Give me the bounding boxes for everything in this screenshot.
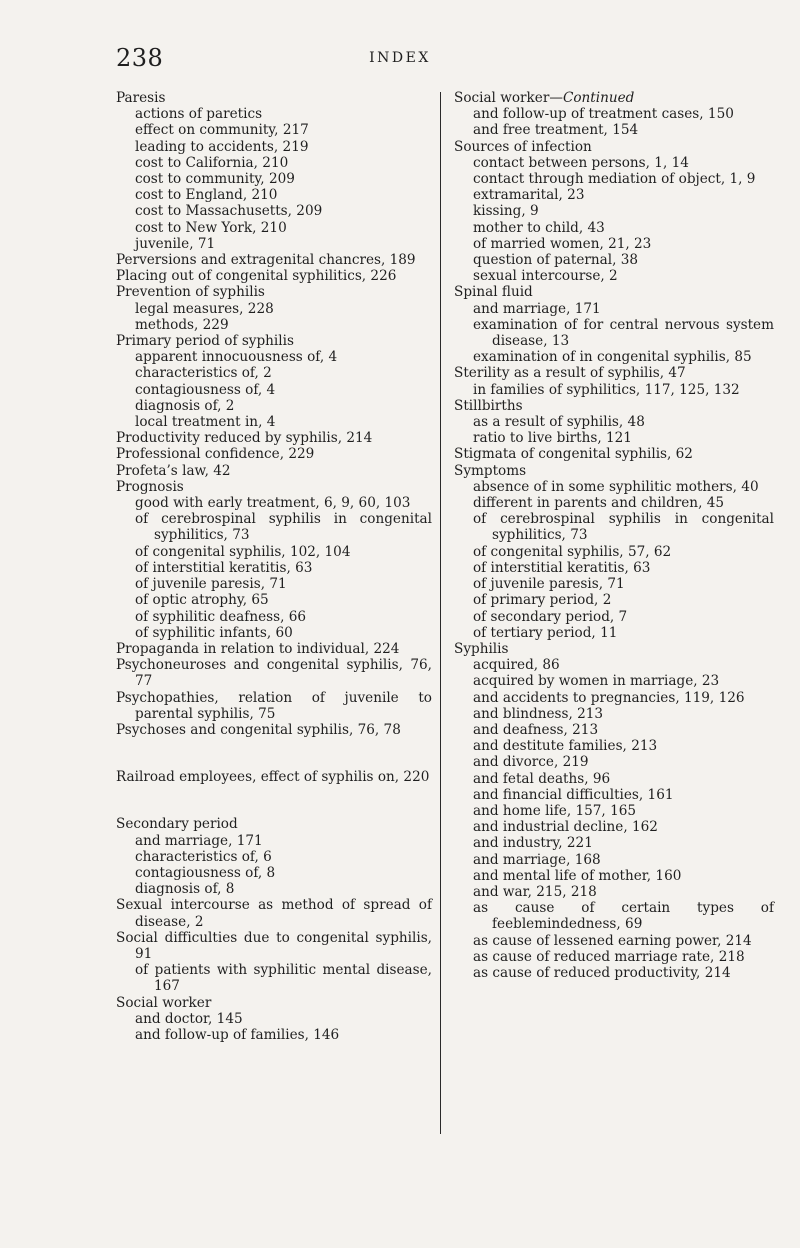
index-entry: Psychoneuroses and congenital syphilis, 76, 77 (116, 657, 432, 690)
index-subentry: as cause of certain types of feeblemindedness, 69 (473, 900, 774, 933)
index-subentry: and free treatment, 154 (473, 122, 639, 139)
index-subentry: of interstitial keratitis, 63 (473, 559, 651, 576)
index-subentry: examination of in congenital syphilis, 85 (473, 349, 752, 366)
index-subentry: characteristics of, 2 (135, 365, 272, 382)
index-entry: Social difficulties due to congenital syphilis, 91 (116, 929, 432, 962)
section-gap (116, 785, 432, 816)
index-subentry: of congenital syphilis, 102, 104 (135, 543, 351, 560)
index-subentry: of syphilitic infants, 60 (135, 624, 293, 641)
index-subentry: apparent innocuousness of, 4 (135, 349, 338, 366)
index-subentry: of congenital syphilis, 57, 62 (473, 543, 672, 560)
index-subentry: of cerebrospinal syphilis in congenital syphilitics, 73 (473, 511, 774, 544)
page-number: 238 (116, 44, 164, 72)
index-subentry: juvenile, 71 (135, 235, 216, 252)
index-entry: Professional confidence, 229 (116, 446, 315, 463)
index-subentry: of cerebrospinal syphilis in congenital syphilitics, 73 (135, 511, 432, 544)
continued-term: Social worker— (454, 90, 563, 106)
index-subentry: and deafness, 213 (473, 721, 599, 738)
index-subentry: actions of paretics (135, 106, 263, 123)
index-subentry: of patients with syphilitic mental disease, 167 (135, 962, 432, 995)
index-entry: Productivity reduced by syphilis, 214 (116, 430, 373, 447)
index-subentry: and divorce, 219 (473, 754, 589, 771)
index-entry: Railroad employees, effect of syphilis on, 220 (116, 769, 430, 786)
index-subentry: and follow-up of families, 146 (135, 1026, 340, 1043)
index-subentry: extramarital, 23 (473, 187, 585, 204)
index-subentry: as cause of lessened earning power, 214 (473, 932, 752, 949)
index-subentry: of juvenile paresis, 71 (135, 576, 287, 593)
index-subentry: methods, 229 (135, 316, 229, 333)
index-subentry: examination of for central nervous system disease, 13 (473, 316, 774, 350)
index-entry: Stigmata of congenital syphilis, 62 (454, 446, 693, 463)
index-subentry: and marriage, 171 (473, 300, 601, 317)
index-column-right (454, 90, 774, 981)
index-subentry: cost to California, 210 (135, 154, 289, 171)
column-divider (440, 92, 441, 1134)
index-subentry: as cause of reduced productivity, 214 (473, 964, 731, 981)
index-entry: Secondary period (116, 816, 238, 833)
index-subentry: kissing, 9 (473, 203, 539, 220)
index-subentry: ratio to live births, 121 (473, 430, 632, 447)
index-entry: Primary period of syphilis (116, 333, 294, 350)
index-subentry: question of paternal, 38 (473, 252, 639, 269)
index-entry: Sources of infection (454, 138, 592, 155)
index-subentry: and home life, 157, 165 (473, 802, 637, 819)
continued-note: Continued (562, 90, 635, 106)
index-subentry: and follow-up of treatment cases, 150 (473, 106, 734, 123)
index-subentry: and destitute families, 213 (473, 738, 658, 755)
index-subentry: of syphilitic deafness, 66 (135, 608, 307, 625)
index-subentry: and doctor, 145 (135, 1010, 243, 1027)
index-subentry: of primary period, 2 (473, 592, 612, 609)
index-subentry: and marriage, 171 (135, 832, 263, 849)
index-subentry: contagiousness of, 4 (135, 381, 276, 398)
index-subentry: legal measures, 228 (135, 300, 274, 317)
index-subentry: characteristics of, 6 (135, 848, 272, 865)
index-subentry: cost to New York, 210 (135, 219, 287, 236)
index-subentry: as a result of syphilis, 48 (473, 414, 645, 431)
index-subentry: of tertiary period, 11 (473, 624, 618, 641)
index-subentry: contact through mediation of object, 1, 9 (473, 171, 756, 188)
index-subentry: diagnosis of, 2 (135, 397, 235, 414)
index-subentry: of interstitial keratitis, 63 (135, 559, 313, 576)
index-subentry: cost to community, 209 (135, 171, 295, 188)
section-gap (116, 738, 432, 769)
index-subentry: diagnosis of, 8 (135, 881, 235, 898)
index-subentry: and industrial decline, 162 (473, 819, 658, 836)
index-subentry: effect on community, 217 (135, 122, 309, 139)
index-entry: Social worker (116, 994, 212, 1011)
index-subentry: contagiousness of, 8 (135, 864, 276, 881)
index-subentry: and marriage, 168 (473, 851, 601, 868)
index-subentry: in families of syphilitics, 117, 125, 132 (473, 381, 740, 398)
index-subentry: cost to England, 210 (135, 187, 278, 204)
index-subentry: and accidents to pregnancies, 119, 126 (473, 689, 745, 706)
index-entry: Stillbirths (454, 397, 523, 414)
index-entry: Sterility as a result of syphilis, 47 (454, 365, 686, 382)
index-subentry: and financial difficulties, 161 (473, 786, 674, 803)
index-column-left (116, 90, 432, 1043)
index-subentry: and mental life of mother, 160 (473, 867, 682, 884)
index-subentry: good with early treatment, 6, 9, 60, 103 (135, 495, 411, 512)
index-entry: Sexual intercourse as method of spread of disease, 2 (116, 897, 432, 930)
index-entry: Prognosis (116, 478, 184, 495)
index-entry: Symptoms (454, 462, 527, 479)
index-subentry: and war, 215, 218 (473, 883, 597, 900)
index-subentry: and industry, 221 (473, 835, 593, 852)
index-entry: Propaganda in relation to individual, 224 (116, 640, 400, 657)
index-subentry: as cause of reduced marriage rate, 218 (473, 948, 745, 965)
index-subentry: of optic atrophy, 65 (135, 592, 269, 609)
index-subentry: and blindness, 213 (473, 705, 604, 722)
index-subentry: different in parents and children, 45 (473, 495, 725, 512)
index-subentry: local treatment in, 4 (135, 414, 276, 431)
index-subentry: contact between persons, 1, 14 (473, 154, 689, 171)
index-subentry: acquired, 86 (473, 657, 560, 674)
index-subentry: of secondary period, 7 (473, 608, 628, 625)
index-entry: Perversions and extragenital chancres, 189 (116, 252, 416, 269)
index-subentry: of juvenile paresis, 71 (473, 576, 625, 593)
index-entry: Spinal fluid (454, 284, 533, 301)
index-entry: Profeta’s law, 42 (116, 462, 231, 479)
index-subentry: absence of in some syphilitic mothers, 40 (473, 478, 759, 495)
index-subentry: and fetal deaths, 96 (473, 770, 611, 787)
running-head: INDEX (369, 50, 431, 66)
index-entry: Syphilis (454, 640, 509, 657)
index-entry: Psychopathies, relation of juvenile to parental syphilis, 75 (116, 689, 432, 722)
continued-heading (454, 90, 774, 106)
index-subentry: of married women, 21, 23 (473, 235, 652, 252)
index-subentry: leading to accidents, 219 (135, 138, 309, 155)
index-subentry: mother to child, 43 (473, 219, 605, 236)
index-subentry: sexual intercourse, 2 (473, 268, 618, 285)
index-subentry: acquired by women in marriage, 23 (473, 673, 720, 690)
index-entry: Prevention of syphilis (116, 284, 265, 301)
index-entry: Paresis (116, 90, 166, 106)
index-entry: Psychoses and congenital syphilis, 76, 78 (116, 721, 401, 738)
index-subentry: cost to Massachusetts, 209 (135, 203, 323, 220)
index-entry: Placing out of congenital syphilitics, 226 (116, 268, 397, 285)
